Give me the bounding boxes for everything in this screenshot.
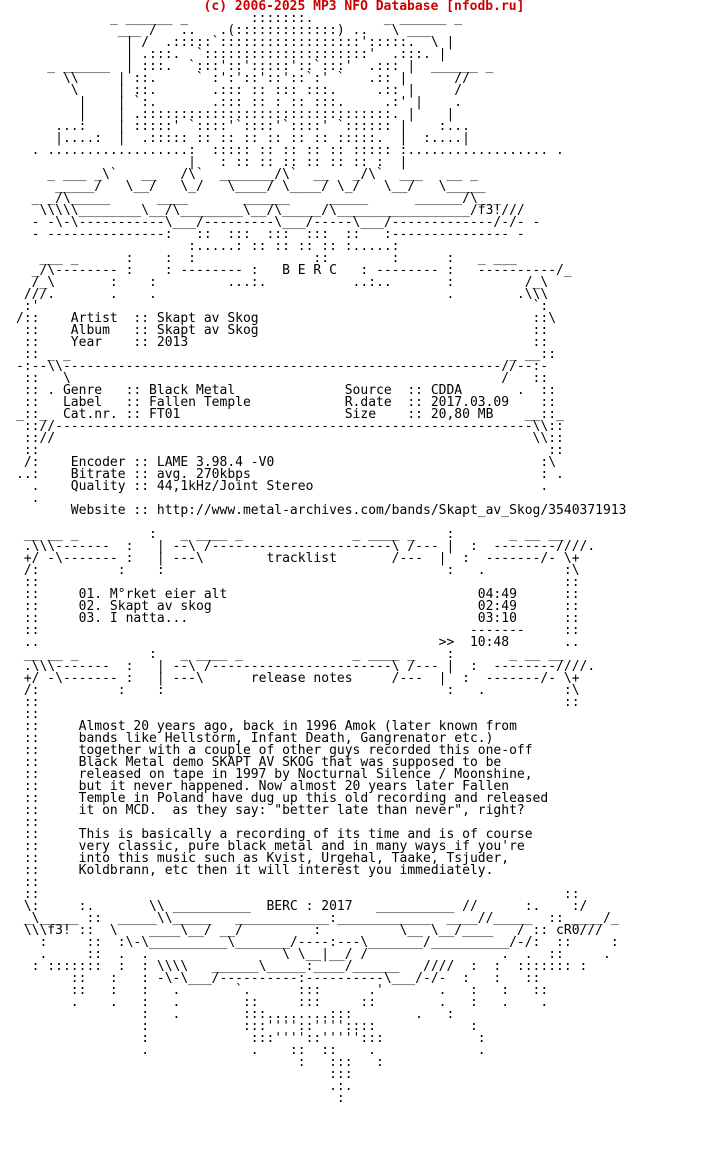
nfo-line: :: 03. I natta... 03:10 :: — [16, 611, 580, 626]
nfo-line: :: it on MCD. as they say: "better late than never", right? — [16, 803, 525, 818]
nfo-line: :: — [16, 707, 40, 722]
nfo-line: /: Encoder :: LAME 3.98.4 -V0 :\ — [16, 455, 557, 470]
nfo-line: . ..................: ::::: :: :: :: :: ::::: :.................. . — [16, 143, 564, 158]
nfo-line: : :: :\-\__________\_______/----:---\_______/__________/-/: :: : — [16, 935, 619, 950]
nfo-line: | / .:::::`::::::::::::::::::':::::. \ | — [16, 35, 455, 50]
nfo-line: :: _ _ _ __:: — [16, 347, 557, 362]
nfo-line: :: Label :: Fallen Temple R.date :: 2017.03.09 :: — [16, 395, 557, 410]
nfo-line: \\ | ::. ` :':'::'::'::`:' ` .:: | // — [16, 71, 470, 86]
nfo-line: ___ / .. .(:::::::::::::) .. \ ___ — [16, 23, 431, 38]
nfo-line: :: Album :: Skapt av Skog :: — [16, 323, 549, 338]
nfo-line: :: bands like Hellstorm, Infant Death, Gangrenator etc.) — [16, 731, 494, 746]
nfo-line: :: 01. M°rket eier alt 04:49 :: — [16, 587, 580, 602]
nfo-line: : — [16, 1091, 345, 1106]
nfo-line: :: 02. Skapt av skog 02:49 :: — [16, 599, 580, 614]
nfo-line: :: Year :: 2013 :: — [16, 335, 549, 350]
nfo-line: :: : : -\-\___/----------:----------\___/-/- : : :: — [16, 971, 541, 986]
nfo-line: :: released on tape in 1997 by Nocturnal Silence / Moonshine, — [16, 767, 533, 782]
nfo-line: ::// \\:: — [16, 431, 564, 446]
nfo-line: . . : . :: ::: :: . : . . — [16, 995, 549, 1010]
nfo-line: :: . Genre :: Black Metal Source :: CDDA . :: — [16, 383, 557, 398]
nfo-line: +/ -\------- : | ---\ release notes /--- | : -------/- \+ — [16, 671, 580, 686]
nfo-line: : . :::........::: . : — [16, 1007, 455, 1022]
nfo-line: Website :: http://www.metal-archives.com/bands/Skapt_av_Skog/3540371913 — [16, 503, 627, 518]
copyright-header: (c) 2006-2025 MP3 NFO Database [nfodb.ru] — [203, 0, 525, 14]
nfo-line: :: together with a couple of other guys recorded this one-off — [16, 743, 533, 758]
nfo-line: ___ _ : : : :: : : _ ___ — [16, 251, 517, 266]
nfo-line: :: Black Metal demo SKAPT AV SKOG that was supposed to be — [16, 755, 502, 770]
nfo-line: \: :. \\ __________ BERC : 2017 __________ // :. :/ — [16, 899, 588, 914]
nfo-line: ..: Bitrate :: avg. 270kbps : . — [16, 467, 564, 482]
nfo-line: .:. — [16, 1079, 353, 1094]
nfo-line: ///. . . . .\\\ — [16, 287, 549, 302]
nfo-line: | .:::. `:::::::::::::::::::::' .:::. | — [16, 47, 447, 62]
nfo-line: :: \ / :: — [16, 371, 549, 386]
nfo-line: | | .::::::::::::::::::::::::::::::::. | | — [16, 107, 455, 122]
nfo-line: :: Almost 20 years ago, back in 1996 Amok (later known from — [16, 719, 517, 734]
nfo-line: _____/ \__/ \_/ \____/ \____/ \_/ \__/ \_____ — [16, 179, 486, 194]
nfo-line: \ | ::. .::: :: ::: :::. .:: | / — [16, 83, 463, 98]
nfo-line: /: : : : . :\ — [16, 683, 580, 698]
nfo-line: __ __ _ : _ ____ _ _ ____ _ : _ __ __ — [16, 527, 564, 542]
nfo-line: :: :: — [16, 443, 564, 458]
nfo-line: :: This is basically a recording of its time and is of course — [16, 827, 533, 842]
nfo-line: _\_____ :: _____\\_____ ____________:____________ ____//_____ :: ____/_ — [16, 911, 619, 926]
nfo-line: .\\\------- : | --\ /-----------------------\ /--- | : --------////. — [16, 539, 596, 554]
nfo-line: : :::''''::'''''::: : — [16, 1031, 486, 1046]
nfo-ascii-art — [16, 13, 728, 1176]
nfo-line: _ ______ _ :::::::. _ ______ _ — [16, 13, 463, 26]
nfo-line: . — [16, 491, 40, 506]
nfo-line: .\\\------- : | --\ /-----------------------\ /--- | : --------////. — [16, 659, 596, 674]
nfo-line: +/ -\------- : | ---\ tracklist /--- | : -------/- \+ — [16, 551, 580, 566]
nfo-line: :: but it never happened. Now almost 20 years later Fallen — [16, 779, 510, 794]
nfo-line: _ ______ | :::. `:::'::':::::'::`:::' .::: | ______ _ — [16, 59, 494, 74]
nfo-line: :://-------------------------------------------------------------\\:: — [16, 419, 564, 434]
nfo-line: :: into this music such as Kvist, Urgehal, Taake, Tsjuder, — [16, 851, 510, 866]
nfo-line: :: : : . `. ::: .' . : : :: — [16, 983, 549, 998]
nfo-line: _::_ Cat.nr. :: FT01 Size :: 20,80 MB __::_ — [16, 407, 564, 422]
nfo-line: \\\f3! :: \ ____\__/ __/ : \__ \__/____ / :: cR0/// — [16, 923, 603, 938]
nfo-line: _ ___ _\` __ /\` _______/\` __ _/\` ___ __ _ — [16, 167, 478, 182]
nfo-line: /:: Artist :: Skapt av Skog ::\ — [16, 311, 557, 326]
nfo-line: - -\-\-----------\___/---------\___/-----\___/-------------/-/- - — [16, 215, 541, 230]
nfo-line: - ---------------: :: ::: ::: ::: :: :--------------- - — [16, 227, 525, 242]
nfo-line: :' `: — [16, 299, 549, 314]
nfo-line: : :::''''::'''':::: : — [16, 1019, 478, 1034]
nfo-line: :: — [16, 815, 40, 830]
nfo-line: :: :: — [16, 887, 580, 902]
nfo-line: :: :: — [16, 575, 580, 590]
nfo-line: /_\ : : ...:. ..:.. : /_\ — [16, 275, 549, 290]
nfo-line: -:--\\--------------------------------------------------------//--:- — [16, 359, 549, 374]
nfo-line: \\\\\________\__/\________\__/\_____/\_________________/f3!/// — [16, 203, 525, 218]
nfo-line: /: : : : . :\ — [16, 563, 580, 578]
nfo-line: ::: — [16, 1067, 353, 1082]
nfo-line: | : :: :: :: :: :: :: : | — [16, 155, 408, 170]
nfo-line: :: :: — [16, 695, 580, 710]
nfo-line: :: ------- :: — [16, 623, 580, 638]
nfo-line: | | `:. .::: :: : :: :::. .:' | . — [16, 95, 463, 110]
nfo-line: __ __ _ : _ ____ _ _ ____ _ : _ __ __ — [16, 647, 564, 662]
nfo-line: .. >> 10:48 .. — [16, 635, 580, 650]
nfo-line: _/\-------- : : -------- : B E R C : -------- : ----------/_ — [16, 263, 572, 278]
nfo-line: :: Temple in Poland have dug up this old recording and released — [16, 791, 549, 806]
nfo-line: _ _/\_____ ____ ______ _____ ______/\_ _ — [16, 191, 502, 206]
nfo-line: :: Koldbrann, etc then it will interest you immediately. — [16, 863, 494, 878]
nfo-line: :: very classic, pure black metal and in many ways if you're — [16, 839, 525, 854]
nfo-line: . . :: :: . . — [16, 1043, 486, 1058]
nfo-line: : ::::::: : : \\\\ ______\_____:____/______ //// : : ::::::: : — [16, 959, 588, 974]
nfo-line: |....: | .::::: :: :: :: :: :: :: :::::. | :....| — [16, 131, 470, 146]
nfo-line: ...: | :::::' `::::'`::::'`::::' `:::::: | :... — [16, 119, 470, 134]
nfo-line: : ::: : — [16, 1055, 384, 1070]
nfo-line: . :: . . \ \__|__/ / . . :: . — [16, 947, 611, 962]
nfo-line: . Quality :: 44,1kHz/Joint Stereo . — [16, 479, 549, 494]
nfo-line: :.....: :: :: :: :: :.....: — [16, 239, 400, 254]
nfo-line: :: — [16, 875, 40, 890]
